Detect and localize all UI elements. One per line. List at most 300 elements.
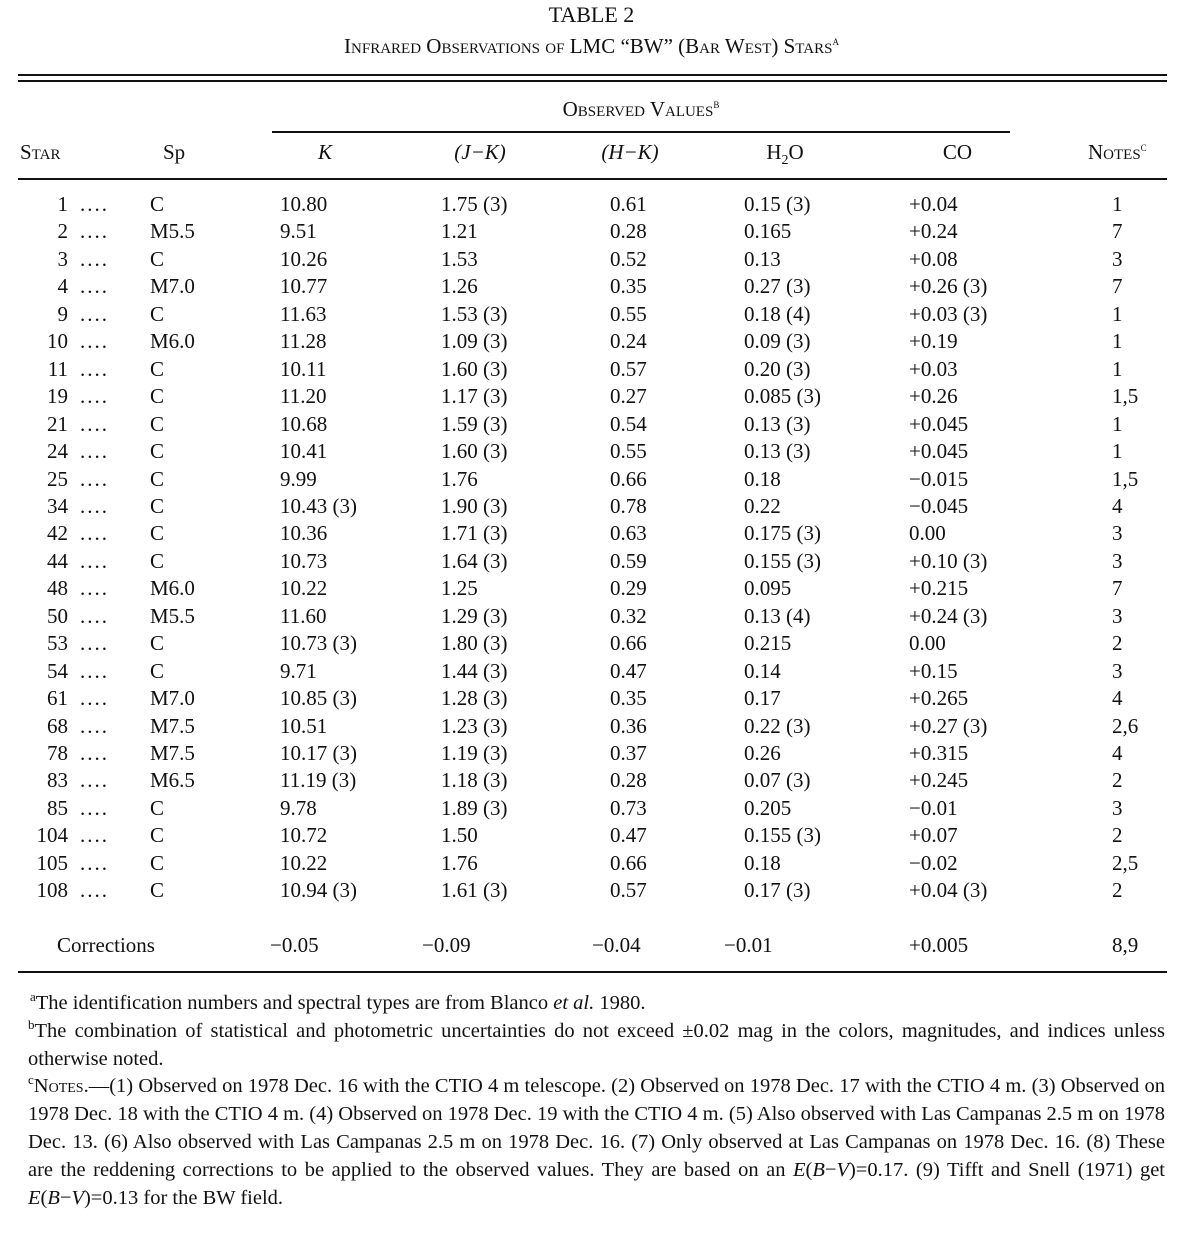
row-jk: 1.60 (3) (441, 356, 508, 381)
footnote-c-ebv-2-b: B (47, 1186, 60, 1209)
row-h2o: 0.095 (744, 576, 792, 601)
row-co: 0.00 (909, 631, 946, 656)
table-row (0, 877, 1183, 905)
row-spectral-type: C (150, 192, 165, 216)
table-row (0, 603, 1183, 631)
row-co: +0.26 (3) (909, 274, 988, 299)
row-jk: 1.26 (441, 274, 478, 299)
footnote-c-ebv-2-e: E (28, 1186, 41, 1209)
footnote-c-mark: c (28, 1072, 34, 1088)
row-co: +0.04 (909, 192, 958, 216)
row-spectral-type: C (150, 411, 165, 436)
row-k: 9.78 (280, 795, 317, 820)
corrections-k: −0.05 (270, 933, 319, 957)
row-k: 9.51 (280, 219, 317, 244)
row-notes: 3 (1112, 548, 1123, 573)
row-co: +0.04 (3) (909, 878, 988, 903)
footnote-c-text-2: )=0.17. (9) Tifft and Snell (1971) get (848, 1158, 1165, 1181)
column-header-k: K (317, 140, 332, 164)
row-co: +0.08 (909, 246, 958, 271)
row-spectral-type: C (150, 356, 165, 381)
row-notes: 1 (1112, 411, 1123, 436)
row-co: +0.10 (3) (909, 548, 988, 573)
column-header-notes-footnote-mark: c (1140, 139, 1147, 154)
row-leader-dots: .... (80, 274, 109, 299)
row-star: 19 (47, 384, 68, 409)
footnote-c-text-3: )=0.13 for the BW field. (83, 1186, 284, 1209)
row-star: 3 (57, 246, 68, 271)
footnote-c-label: Notes. (33, 1075, 89, 1098)
row-leader-dots: .... (80, 795, 109, 820)
table-number: TABLE 2 (548, 2, 635, 27)
row-notes: 2,5 (1112, 850, 1139, 875)
row-star: 53 (47, 631, 68, 656)
row-k: 11.28 (280, 329, 327, 354)
row-hk: 0.57 (610, 878, 647, 903)
row-leader-dots: .... (80, 741, 109, 765)
row-notes: 3 (1112, 603, 1123, 628)
table-row (0, 575, 1183, 603)
row-k: 10.26 (280, 246, 328, 271)
row-hk: 0.35 (610, 686, 647, 711)
row-jk: 1.09 (3) (441, 329, 508, 354)
footnote-a-mark: a (30, 989, 36, 1005)
row-star: 2 (57, 219, 68, 244)
table-row (0, 740, 1183, 768)
observed-values-footnote-mark: b (713, 96, 720, 111)
row-spectral-type: M7.0 (150, 274, 195, 299)
row-notes: 1 (1112, 301, 1123, 326)
row-jk: 1.89 (3) (441, 795, 508, 820)
row-spectral-type: C (150, 658, 165, 683)
column-header-star: Star (20, 140, 61, 164)
row-spectral-type: C (150, 466, 165, 491)
footnote-a-text-1: The identification numbers and spectral types are from Blanco (35, 992, 554, 1014)
row-star: 61 (47, 686, 68, 711)
row-co: +0.15 (909, 658, 958, 683)
header-bottom-rule (18, 178, 1167, 180)
corrections-h2o: −0.01 (724, 933, 773, 957)
row-spectral-type: C (150, 548, 165, 573)
row-leader-dots: .... (80, 603, 109, 628)
row-star: 34 (47, 493, 68, 518)
row-jk: 1.80 (3) (441, 631, 508, 656)
row-leader-dots: .... (80, 384, 109, 409)
table-row (0, 630, 1183, 658)
table-row (0, 438, 1183, 466)
row-hk: 0.28 (610, 219, 647, 244)
row-k: 9.71 (280, 658, 317, 683)
row-hk: 0.66 (610, 631, 647, 656)
row-jk: 1.71 (3) (441, 521, 508, 546)
table-row (0, 822, 1183, 850)
row-jk: 1.76 (441, 466, 478, 491)
row-star: 83 (47, 768, 68, 793)
row-star: 78 (47, 741, 68, 765)
row-notes: 1 (1112, 329, 1123, 354)
table-row (0, 658, 1183, 686)
footnote-c-text-1: —(1) Observed on 1978 Dec. 16 with the CTIO 4 m telescope. (2) Observed on 1978 Dec. 17 with the CTIO 4 m. (3) Observed on 1978 Dec. 18 with the CTIO 4 m. (4) Observed on 1978 Dec. 19 with the CTIO 4 m. (5) Also observed with Las Campanas 2.5 m on 1978 Dec. 13. (6) Also observed with Las Campanas 2.5 m on 1978 Dec. 16. (7) Only observed at Las Campanas on 1978 Dec. 16. (8) These are the reddening corrections to be applied to the observed values. They are based on an (28, 1075, 1165, 1181)
row-spectral-type: M7.0 (150, 686, 195, 711)
footnote-c-ebv-2-v: V (71, 1186, 84, 1209)
footnote-a-text-2: 1980. (594, 992, 646, 1014)
row-h2o: 0.13 (4) (744, 603, 811, 628)
footnote-c-ebv-1-e: E (793, 1158, 806, 1181)
row-jk: 1.53 (441, 246, 478, 271)
row-jk: 1.60 (3) (441, 439, 508, 464)
row-notes: 2 (1112, 631, 1123, 656)
row-spectral-type: M7.5 (150, 741, 195, 765)
row-notes: 3 (1112, 658, 1123, 683)
row-leader-dots: .... (80, 713, 109, 738)
row-jk: 1.18 (3) (441, 768, 508, 793)
row-h2o: 0.205 (744, 795, 792, 820)
row-jk: 1.28 (3) (441, 686, 508, 711)
row-notes: 1,5 (1112, 384, 1139, 409)
row-co: +0.24 (3) (909, 603, 988, 628)
corrections-notes: 8,9 (1112, 933, 1139, 957)
row-hk: 0.47 (610, 658, 647, 683)
row-star: 68 (47, 713, 68, 738)
row-star: 50 (47, 603, 68, 628)
table-row (0, 493, 1183, 521)
row-spectral-type: M6.0 (150, 576, 195, 601)
row-k: 10.94 (3) (280, 878, 357, 903)
row-star: 10 (47, 329, 68, 354)
row-leader-dots: .... (80, 411, 109, 436)
row-hk: 0.73 (610, 795, 647, 820)
column-header-h2o-h: H (766, 140, 782, 164)
row-notes: 4 (1112, 493, 1123, 518)
row-h2o: 0.155 (3) (744, 548, 821, 573)
row-h2o: 0.09 (3) (744, 329, 811, 354)
table-row (0, 383, 1183, 411)
row-spectral-type: C (150, 878, 165, 903)
row-notes: 1,5 (1112, 466, 1139, 491)
row-k: 10.51 (280, 713, 328, 738)
footnote-b-mark: b (28, 1016, 35, 1032)
row-leader-dots: .... (80, 521, 109, 546)
table-title-text: Infrared Observations of LMC “BW” (Bar West) Stars (344, 34, 833, 58)
table-row (0, 191, 1183, 219)
corrections-hk: −0.04 (592, 933, 641, 957)
footnote-c-ebv-2-minus: − (59, 1186, 72, 1209)
row-co: +0.26 (909, 384, 958, 409)
column-header-h2o-o: O (788, 140, 804, 164)
table-row (0, 218, 1183, 246)
footnote-b (28, 1018, 1165, 1074)
row-spectral-type: C (150, 631, 165, 656)
row-spectral-type: C (150, 301, 165, 326)
row-h2o: 0.155 (3) (744, 823, 821, 848)
column-header-h2o-sub: 2 (781, 153, 789, 169)
row-h2o: 0.13 (3) (744, 439, 811, 464)
observed-values-header (272, 97, 1010, 122)
row-co: −0.015 (909, 466, 969, 491)
row-jk: 1.59 (3) (441, 411, 508, 436)
row-k: 10.85 (3) (280, 686, 357, 711)
row-co: +0.07 (909, 823, 958, 848)
row-star: 54 (47, 658, 68, 683)
row-jk: 1.50 (441, 823, 478, 848)
row-hk: 0.78 (610, 493, 647, 518)
row-co: −0.045 (909, 493, 969, 518)
row-spectral-type: C (150, 823, 165, 848)
row-spectral-type: M6.0 (150, 329, 195, 354)
row-jk: 1.17 (3) (441, 384, 508, 409)
row-h2o: 0.13 (3) (744, 411, 811, 436)
footnote-a-etal: et al. (553, 992, 595, 1014)
row-hk: 0.52 (610, 246, 647, 271)
row-star: 1 (57, 192, 68, 216)
row-k: 9.99 (280, 466, 317, 491)
row-h2o: 0.13 (744, 246, 781, 271)
row-hk: 0.28 (610, 768, 647, 793)
row-co: +0.19 (909, 329, 958, 354)
table-row (0, 850, 1183, 878)
row-spectral-type: C (150, 521, 165, 546)
table-row (0, 301, 1183, 329)
top-double-rule-1 (18, 74, 1167, 76)
row-notes: 7 (1112, 576, 1123, 601)
row-h2o: 0.17 (744, 686, 781, 711)
row-co: +0.27 (3) (909, 713, 988, 738)
corrections-row (0, 932, 1183, 959)
row-hk: 0.32 (610, 603, 647, 628)
row-k: 11.63 (280, 301, 327, 326)
row-h2o: 0.22 (744, 493, 781, 518)
table-row (0, 767, 1183, 795)
row-notes: 3 (1112, 795, 1123, 820)
row-k: 10.36 (280, 521, 328, 546)
row-spectral-type: M5.5 (150, 219, 195, 244)
row-hk: 0.55 (610, 439, 647, 464)
row-notes: 2 (1112, 878, 1123, 903)
row-h2o: 0.27 (3) (744, 274, 811, 299)
row-k: 10.22 (280, 850, 328, 875)
row-co: +0.03 (909, 356, 958, 381)
row-star: 4 (57, 274, 68, 299)
row-notes: 3 (1112, 521, 1123, 546)
row-notes: 4 (1112, 686, 1123, 711)
row-notes: 7 (1112, 219, 1123, 244)
footnote-c-ebv-1-paren: ( (805, 1158, 813, 1181)
column-header-h2o (735, 140, 835, 169)
row-leader-dots: .... (80, 878, 109, 903)
row-h2o: 0.18 (744, 850, 781, 875)
row-star: 21 (47, 411, 68, 436)
row-co: 0.00 (909, 521, 946, 546)
table-title-footnote-mark: a (832, 33, 839, 48)
row-spectral-type: C (150, 795, 165, 820)
table-row (0, 685, 1183, 713)
row-hk: 0.57 (610, 356, 647, 381)
row-leader-dots: .... (80, 631, 109, 656)
row-spectral-type: C (150, 384, 165, 409)
row-k: 11.20 (280, 384, 327, 409)
row-leader-dots: .... (80, 493, 109, 518)
row-leader-dots: .... (80, 301, 109, 326)
table-row (0, 466, 1183, 494)
row-k: 10.41 (280, 439, 328, 464)
row-jk: 1.61 (3) (441, 878, 508, 903)
row-notes: 2 (1112, 768, 1123, 793)
row-jk: 1.25 (441, 576, 478, 601)
row-jk: 1.29 (3) (441, 603, 508, 628)
row-jk: 1.19 (3) (441, 741, 508, 765)
table-row (0, 520, 1183, 548)
row-k: 10.72 (280, 823, 328, 848)
row-hk: 0.59 (610, 548, 647, 573)
row-co: +0.24 (909, 219, 958, 244)
footnote-b-text: The combination of statistical and photometric uncertainties do not exceed ±0.02 mag in the colors, magnitudes, and indices unless otherwise noted. (28, 1019, 1165, 1070)
row-notes: 1 (1112, 192, 1123, 216)
row-h2o: 0.18 (4) (744, 301, 811, 326)
top-double-rule-2 (18, 80, 1167, 82)
table-row (0, 713, 1183, 741)
footnote-c-ebv-1-v: V (836, 1158, 849, 1181)
row-co: +0.03 (3) (909, 301, 988, 326)
row-hk: 0.66 (610, 466, 647, 491)
column-header-co: CO (942, 140, 973, 164)
row-co: −0.02 (909, 850, 958, 875)
table-row (0, 246, 1183, 274)
row-leader-dots: .... (80, 768, 109, 793)
footnote-c-ebv-2-paren: ( (40, 1186, 48, 1209)
row-leader-dots: .... (80, 548, 109, 573)
row-jk: 1.53 (3) (441, 301, 508, 326)
row-notes: 4 (1112, 741, 1123, 765)
row-co: +0.315 (909, 741, 969, 765)
row-hk: 0.61 (610, 192, 647, 216)
row-hk: 0.36 (610, 713, 647, 738)
row-star: 9 (57, 301, 68, 326)
row-leader-dots: .... (80, 823, 109, 848)
column-header-notes-label: Notes (1088, 140, 1141, 164)
row-jk: 1.44 (3) (441, 658, 508, 683)
row-star: 104 (36, 823, 68, 848)
row-leader-dots: .... (80, 466, 109, 491)
column-header-jk: (J−K) (454, 140, 506, 164)
row-hk: 0.24 (610, 329, 647, 354)
row-leader-dots: .... (80, 576, 109, 601)
row-co: +0.215 (909, 576, 969, 601)
row-jk: 1.76 (441, 850, 478, 875)
row-leader-dots: .... (80, 246, 109, 271)
row-hk: 0.27 (610, 384, 647, 409)
column-header-hk: (H−K) (601, 140, 659, 164)
table-row (0, 411, 1183, 439)
row-hk: 0.35 (610, 274, 647, 299)
row-h2o: 0.26 (744, 741, 781, 765)
row-k: 10.68 (280, 411, 328, 436)
row-star: 24 (47, 439, 68, 464)
row-leader-dots: .... (80, 658, 109, 683)
corrections-co: +0.005 (909, 933, 969, 957)
row-hk: 0.29 (610, 576, 647, 601)
row-h2o: 0.17 (3) (744, 878, 811, 903)
row-jk: 1.90 (3) (441, 493, 508, 518)
row-k: 11.19 (3) (280, 768, 357, 793)
row-h2o: 0.15 (3) (744, 192, 811, 216)
row-notes: 1 (1112, 439, 1123, 464)
row-spectral-type: M5.5 (150, 603, 195, 628)
row-star: 85 (47, 795, 68, 820)
footnote-c-ebv-1-b: B (812, 1158, 825, 1181)
row-co: +0.045 (909, 439, 969, 464)
row-h2o: 0.165 (744, 219, 792, 244)
row-spectral-type: M6.5 (150, 768, 195, 793)
row-star: 11 (47, 356, 68, 381)
table-row (0, 356, 1183, 384)
table-bottom-rule (18, 971, 1167, 973)
row-star: 105 (36, 850, 68, 875)
row-k: 10.73 (3) (280, 631, 357, 656)
table-row (0, 548, 1183, 576)
row-leader-dots: .... (80, 850, 109, 875)
row-jk: 1.21 (441, 219, 478, 244)
row-leader-dots: .... (80, 329, 109, 354)
footnote-a (30, 990, 1165, 1018)
row-h2o: 0.20 (3) (744, 356, 811, 381)
column-header-sp: Sp (163, 140, 186, 164)
row-notes: 2 (1112, 823, 1123, 848)
row-co: +0.265 (909, 686, 969, 711)
row-jk: 1.64 (3) (441, 548, 508, 573)
row-k: 10.77 (280, 274, 328, 299)
footnotes (30, 990, 1165, 1212)
table-row (0, 795, 1183, 823)
row-spectral-type: C (150, 439, 165, 464)
column-header-notes (1088, 140, 1147, 165)
row-h2o: 0.07 (3) (744, 768, 811, 793)
row-notes: 1 (1112, 356, 1123, 381)
row-k: 10.73 (280, 548, 328, 573)
row-k: 10.17 (3) (280, 741, 357, 765)
row-hk: 0.47 (610, 823, 647, 848)
row-h2o: 0.18 (744, 466, 781, 491)
row-star: 48 (47, 576, 68, 601)
observed-values-rule (272, 131, 1010, 133)
row-spectral-type: C (150, 850, 165, 875)
row-k: 10.11 (280, 356, 327, 381)
row-star: 25 (47, 466, 68, 491)
row-hk: 0.55 (610, 301, 647, 326)
row-notes: 7 (1112, 274, 1123, 299)
row-k: 10.43 (3) (280, 493, 357, 518)
row-leader-dots: .... (80, 356, 109, 381)
table-title (0, 34, 1183, 59)
row-h2o: 0.175 (3) (744, 521, 821, 546)
row-co: +0.245 (909, 768, 969, 793)
row-jk: 1.75 (3) (441, 192, 508, 216)
row-leader-dots: .... (80, 686, 109, 711)
observed-values-label: Observed Values (562, 97, 714, 121)
table-row (0, 273, 1183, 301)
row-star: 108 (36, 878, 68, 903)
row-hk: 0.54 (610, 411, 647, 436)
row-h2o: 0.215 (744, 631, 792, 656)
row-co: +0.045 (909, 411, 969, 436)
row-k: 10.80 (280, 192, 328, 216)
row-jk: 1.23 (3) (441, 713, 508, 738)
row-leader-dots: .... (80, 439, 109, 464)
row-h2o: 0.085 (3) (744, 384, 821, 409)
row-co: −0.01 (909, 795, 958, 820)
row-hk: 0.66 (610, 850, 647, 875)
table-row (0, 328, 1183, 356)
row-h2o: 0.22 (3) (744, 713, 811, 738)
